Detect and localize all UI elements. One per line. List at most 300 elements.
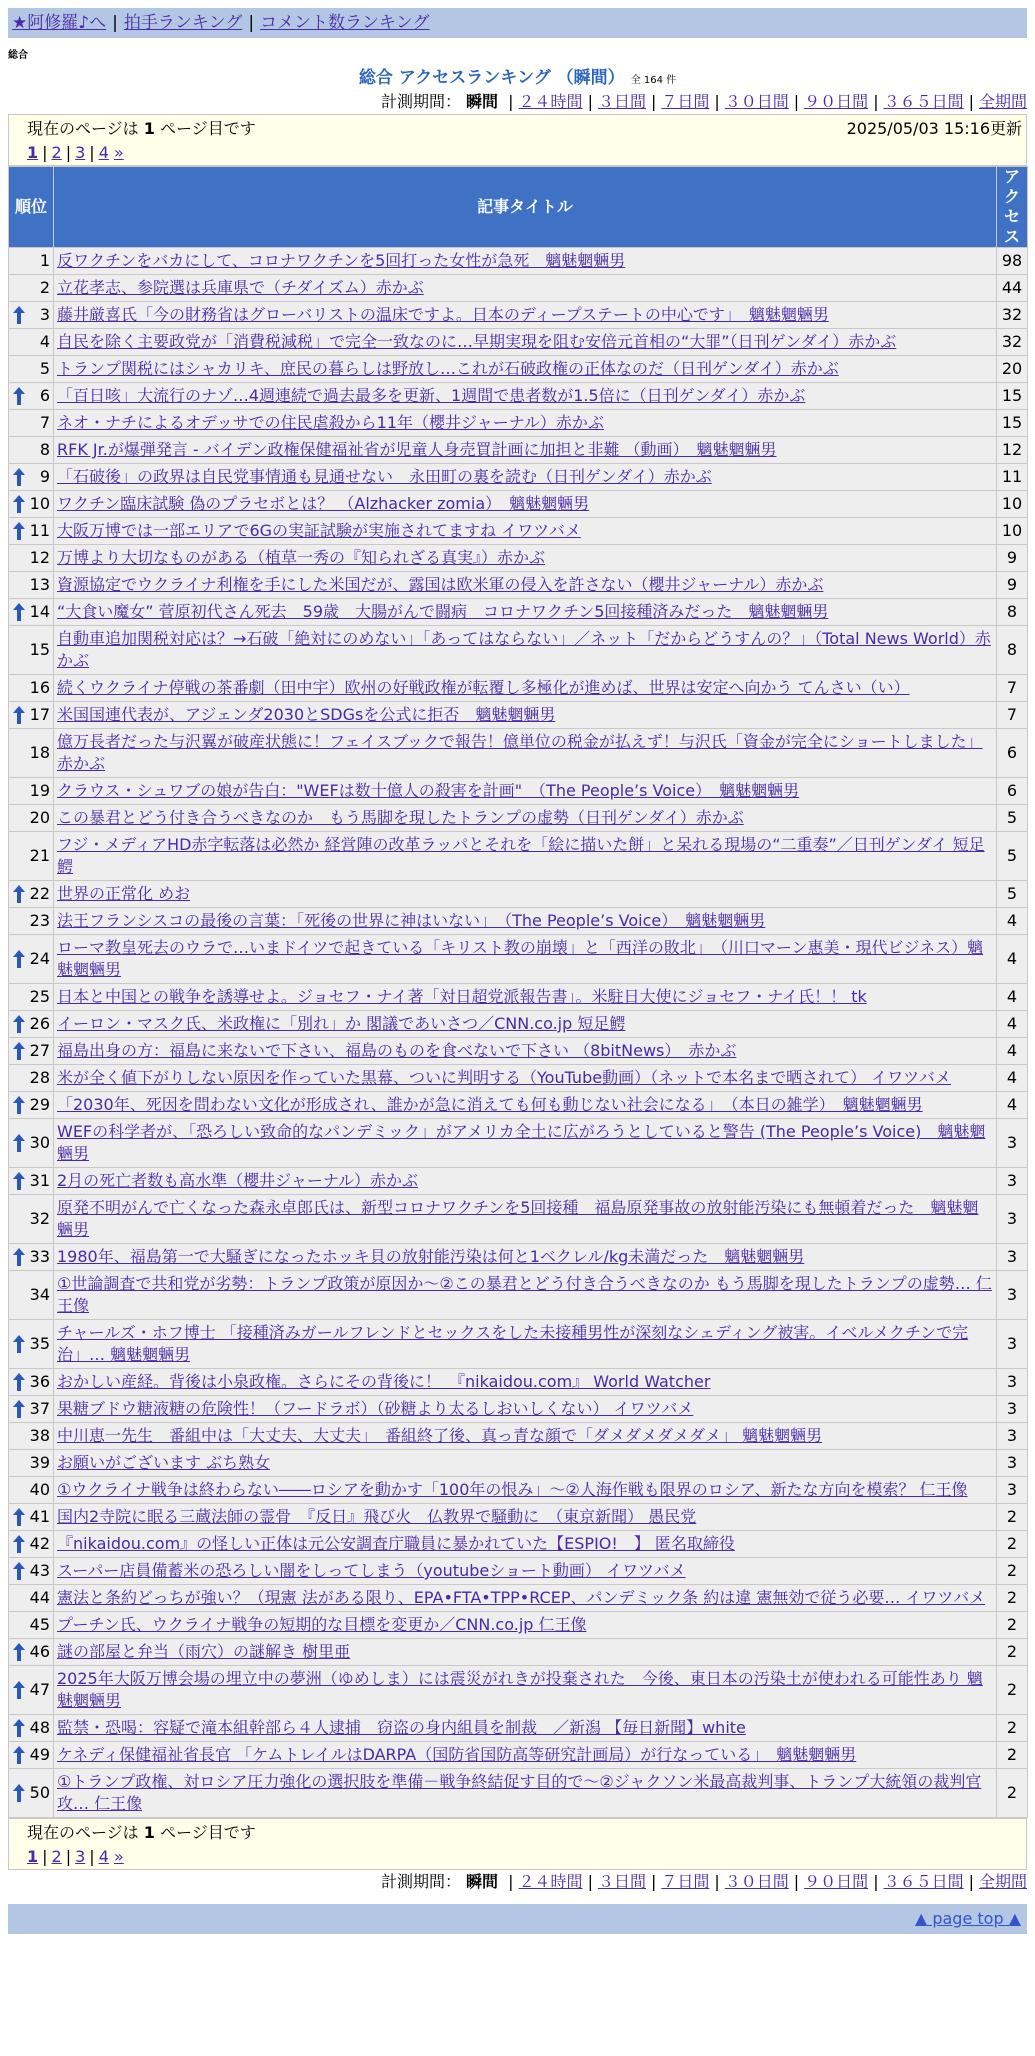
rank-up-arrow-icon [13,603,25,621]
rank-number: 17 [29,705,50,724]
title-cell [54,1320,997,1369]
page-top-link[interactable]: ▲ page top ▲ [914,1909,1021,1928]
access-count: 98 [997,248,1028,275]
rank-number: 28 [29,1068,50,1087]
table-row [9,545,1028,572]
article-link[interactable]: 1980年、福島第一で大騒ぎになったホッキ貝の放射能汚染は何と1ベクレル/kg未満だった 魑魅魍魎男 [57,1247,805,1266]
title-cell [54,1119,997,1168]
rank-cell [9,1504,54,1531]
ranking-table [8,166,1028,1818]
home-link[interactable]: ★阿修羅♪へ [12,13,107,33]
title-cell [54,908,997,935]
access-count: 32 [997,302,1028,329]
article-link[interactable]: 資源協定でウクライナ利権を手にした米国だが、露国は欧米軍の侵入を許さない（櫻井ジャーナル）赤かぶ [57,575,824,594]
rank-up-arrow-icon [13,1746,25,1764]
article-link[interactable]: 2025年大阪万博会場の埋立中の夢洲（ゆめしま）には震災がれきが投棄された 今後、東日本の汚染土が使われる可能性あり 魑魅魍魎男 [57,1669,983,1710]
rank-cell [9,410,54,437]
title-cell [54,729,997,778]
article-link[interactable]: 謎の部屋と弁当（雨穴）の謎解き 樹里亜 [57,1642,351,1661]
title-cell [54,1742,997,1769]
next-page-link[interactable]: » [113,1847,124,1866]
article-link[interactable]: 自動車追加関税対応は？→石破「絶対にのめない」「あってはならない」／ネット「だからどうすんの？」（Total News World）赤かぶ [57,629,991,670]
rank-number: 38 [29,1426,50,1445]
rank-up-arrow-icon [13,387,25,405]
article-link[interactable]: この暴君とどう付き合うべきなのか もう馬脚を現したトランプの虚勢（日刊ゲンダイ）赤かぶ [57,808,744,827]
rank-number: 27 [29,1041,50,1060]
access-count: 3 [997,1271,1028,1320]
access-count: 12 [997,437,1028,464]
period-links [503,1872,1027,1891]
article-link[interactable]: フジ・メディアHD赤字転落は必然か 経営陣の改革ラッパとそれを「絵に描いた餅」と呆れる現場の“二重奏”／日刊ゲンダイ 短足鰐 [57,835,985,876]
title-cell [54,1423,997,1450]
article-link[interactable]: ローマ教皇死去のウラで…いまドイツで起きている「キリスト教の崩壊」と「西洋の敗北」 （川口マーン惠美・現代ビジネス）魑魅魍魎男 [57,938,984,979]
article-link[interactable]: 米国国連代表が、アジェンダ2030とSDGsを公式に拒否 魑魅魍魎男 [57,705,556,724]
period-separator: | [650,92,657,111]
table-row [9,1639,1028,1666]
rank-up-arrow-icon [13,306,25,324]
top-nav-bar [8,8,1027,38]
rank-number: 11 [29,521,50,540]
rank-number: 49 [29,1745,50,1764]
access-count: 2 [997,1742,1028,1769]
access-count: 5 [997,805,1028,832]
period-label: 計測期間： [380,1872,461,1891]
table-row [9,1195,1028,1244]
article-link[interactable]: 福島出身の方：福島に来ないで下さい、福島のものを食べないで下さい （8bitNews） 赤かぶ [57,1041,737,1060]
title-cell [54,1244,997,1271]
rank-up-arrow-icon [13,468,25,486]
period-link[interactable]: ７日間 [661,1872,710,1891]
article-link[interactable]: 中川恵一先生 番組中は「大丈夫、大丈夫」 番組終了後、真っ青な顔で「ダメダメダメダメ」 魑魅魍魎男 [57,1426,823,1445]
title-cell [54,572,997,599]
article-link[interactable]: RFK Jr.が爆弾発言 - バイデン政権保健福祉省が児童人身売買計画に加担と非難 （動画） 魑魅魍魎男 [57,440,777,459]
rank-cell [9,464,54,491]
access-count: 11 [997,464,1028,491]
page-info-box-bottom [8,1818,1027,1870]
title-cell [54,356,997,383]
period-separator: | [650,1872,657,1891]
period-label: 計測期間： [380,92,461,111]
rank-number: 45 [29,1615,50,1634]
rank-cell [9,1244,54,1271]
table-row [9,1423,1028,1450]
access-count: 8 [997,599,1028,626]
access-count: 5 [997,832,1028,881]
article-link[interactable]: お願いがございます ぶち熟女 [57,1453,271,1472]
rank-number: 30 [29,1133,50,1152]
title-cell [54,1195,997,1244]
period-separator: | [968,92,974,111]
article-link[interactable]: プーチン氏、ウクライナ戦争の短期的な目標を変更か／CNN.co.jp 仁王像 [57,1615,587,1634]
period-link[interactable]: ２４時間 [518,92,583,111]
period-link[interactable]: ３６５日間 [883,1872,964,1891]
title-cell [54,1396,997,1423]
rank-number: 4 [39,332,50,351]
title-cell [54,1477,997,1504]
rank-up-arrow-icon [13,1562,25,1580]
title-cell [54,1092,997,1119]
rank-number: 29 [29,1095,50,1114]
table-row [9,935,1028,984]
period-link[interactable]: ２４時間 [518,1872,583,1891]
access-count: 4 [997,908,1028,935]
rank-cell [9,626,54,675]
article-link[interactable]: イーロン・マスク氏、米政権に「別れ」か 閣議であいさつ／CNN.co.jp 短足鰐 [57,1014,626,1033]
title-cell [54,1715,997,1742]
section-tag: 総合 [8,50,28,61]
rank-number: 3 [39,305,50,324]
article-link[interactable]: ケネディ保健福祉省長官 「ケムトレイルはDARPA（国防省国防高等研究計画局）が行なっている」 魑魅魍魎男 [57,1745,857,1764]
next-page-link[interactable]: » [113,143,124,162]
title-cell [54,302,997,329]
rank-number: 6 [39,386,50,405]
clap-ranking-link[interactable]: 拍手ランキング [123,13,243,33]
access-count: 3 [997,1423,1028,1450]
rank-up-arrow-icon [13,1535,25,1553]
article-link[interactable]: おかしい産経。背後は小泉政権。さらにその背後に！ 『nikaidou.com』 World Watcher [57,1372,711,1391]
rank-up-arrow-icon [13,1134,25,1152]
rank-up-arrow-icon [13,522,25,540]
pagination [27,141,1020,165]
rank-cell [9,572,54,599]
table-row [9,1769,1028,1818]
rank-cell [9,248,54,275]
rank-number: 36 [29,1372,50,1391]
rank-cell [9,545,54,572]
period-separator: | [587,1872,593,1891]
rank-up-arrow-icon [13,1400,25,1418]
period-link[interactable]: ３日間 [597,1872,646,1891]
rank-up-arrow-icon [13,1335,25,1353]
table-row [9,1450,1028,1477]
table-row [9,302,1028,329]
ranking-body [9,248,1028,1818]
article-link[interactable]: 「百日咳」大流行のナゾ…4週連続で過去最多を更新、1週間で患者数が1.5倍に（日刊ゲンダイ）赤かぶ [57,386,806,405]
article-link[interactable]: 反ワクチンをバカにして、コロナワクチンを5回打った女性が急死 魑魅魍魎男 [57,251,626,270]
rank-cell [9,383,54,410]
article-link[interactable]: ①世論調査で共和党が劣勢：トランプ政策が原因か～②この暴君とどう付き合うべきなのか もう馬脚を現したトランプの虚勢… 仁王像 [57,1274,992,1315]
title-cell [54,329,997,356]
rank-cell [9,1369,54,1396]
article-link[interactable]: 藤井厳喜氏「今の財務省はグローバリストの温床ですよ。日本のディープステートの中心です」 魑魅魍魎男 [57,305,829,324]
article-link[interactable]: 2月の死亡者数も高水準（櫻井ジャーナル）赤かぶ [57,1171,419,1190]
table-row [9,491,1028,518]
article-link[interactable]: 法王フランシスコの最後の言葉：「死後の世界に神はいない」 （The People’s Voice） 魑魅魍魎男 [57,911,766,930]
period-link[interactable]: ３０日間 [724,1872,789,1891]
table-row [9,805,1028,832]
access-count: 44 [997,275,1028,302]
article-link[interactable]: 日本と中国との戦争を誘導せよ。ジョセフ・ナイ著「対日超党派報告書」。米駐日大使にジョセフ・ナイ氏！！ tk [57,987,867,1006]
article-link[interactable]: ネオ・ナチによるオデッサでの住民虐殺から11年（櫻井ジャーナル）赤かぶ [57,413,604,432]
article-link[interactable]: 「2030年、死因を問わない文化が形成され、誰かが急に消えても何も動じない社会になる」 （本日の雑学） 魑魅魍魎男 [57,1095,923,1114]
footer-bar [8,1904,1027,1934]
access-count: 4 [997,1065,1028,1092]
rank-cell [9,984,54,1011]
period-link[interactable]: ９０日間 [804,92,869,111]
access-count: 4 [997,984,1028,1011]
article-link[interactable]: 「石破後」の政界は自民党事情通も見通せない 永田町の裏を読む（日刊ゲンダイ）赤かぶ [57,467,712,486]
title-cell [54,1450,997,1477]
rank-number: 9 [39,467,50,486]
title-cell [54,1011,997,1038]
article-link[interactable]: クラウス・シュワブの娘が告白："WEFは数十億人の殺害を計画" （The People’s Voice） 魑魅魍魎男 [57,781,800,800]
rank-cell [9,1423,54,1450]
period-separator: | [793,1872,800,1891]
rank-cell [9,1477,54,1504]
page-link[interactable]: 2 [51,1847,62,1866]
rank-cell [9,1168,54,1195]
page-link[interactable]: 4 [98,1847,109,1866]
table-row [9,832,1028,881]
table-row [9,1531,1028,1558]
access-count: 10 [997,491,1028,518]
rank-number: 12 [29,548,50,567]
title-cell [54,464,997,491]
table-row [9,908,1028,935]
access-count: 2 [997,1769,1028,1818]
period-separator: | [508,1872,514,1891]
updated-timestamp: 2025/05/03 15:16更新 [846,119,1022,138]
article-link[interactable]: 自民を除く主要政党が「消費税減税」で完全一致なのに…早期実現を阻む安倍元首相の“大罪”（日刊ゲンダイ）赤かぶ [57,332,897,351]
access-count: 4 [997,1011,1028,1038]
current-page-text: 現在のページは 1 ページ目です [27,119,256,138]
title-cell [54,437,997,464]
article-link[interactable]: 米が全く値下がりしない原因を作っていた黒幕、ついに判明する（YouTube動画）（ネットで本名まで晒されて） イワツバメ [57,1068,951,1087]
rank-cell [9,778,54,805]
article-link[interactable]: 原発不明がんで亡くなった森永卓郎氏は、新型コロナワクチンを5回接種 福島原発事故の放射能汚染にも無頓着だった 魑魅魍魎男 [57,1198,979,1239]
period-separator: | [714,92,720,111]
comment-ranking-link[interactable]: コメント数ランキング [260,13,430,33]
access-count: 3 [997,1396,1028,1423]
rank-up-arrow-icon [13,706,25,724]
rank-up-arrow-icon [13,1784,25,1802]
table-row [9,1504,1028,1531]
rank-up-arrow-icon [13,1373,25,1391]
rank-cell [9,1612,54,1639]
article-link[interactable]: 国内2寺院に眠る三蔵法師の霊骨 『反日』飛び火 仏教界で騒動に （東京新聞） 愚民党 [57,1507,697,1526]
rank-cell [9,675,54,702]
period-link[interactable]: ３日間 [597,92,646,111]
article-link[interactable]: ①ウクライナ戦争は終わらない――ロシアを動かす「100年の恨み」～②人海作戦も限界のロシア、新たな方向を模索？ 仁王像 [57,1480,968,1499]
table-row [9,1585,1028,1612]
article-link[interactable]: トランプ関税にはシャカリキ、庶民の暮らしは野放し…これが石破政権の正体なのだ（日刊ゲンダイ）赤かぶ [57,359,839,378]
access-count: 3 [997,1168,1028,1195]
page-info-box-top [8,114,1027,166]
rank-cell [9,1639,54,1666]
article-link[interactable]: 大阪万博では一部エリアで6Gの実証試験が実施されてますね イワツバメ [57,521,581,540]
rank-up-arrow-icon [13,885,25,903]
period-link[interactable]: ３６５日間 [883,92,964,111]
period-link[interactable]: 全期間 [978,92,1027,111]
article-link[interactable]: WEFの科学者が、「恐ろしい致命的なパンデミック」がアメリカ全土に広がろうとしていると警告 (The People’s Voice) 魑魅魍魎男 [57,1122,986,1163]
table-row [9,437,1028,464]
period-separator: | [873,92,879,111]
article-link[interactable]: 憲法と条約どっちが強い？（現憲 法がある限り、EPA•FTA•TPP•RCEP、パンデミック条 約は違 憲無効で従う必要… イワツバメ [57,1588,986,1607]
article-link[interactable]: ①トランプ政権、対ロシア圧力強化の選択肢を準備－戦争終結促す目的で～②ジャクソン米最高裁判事、トランプ大統領の裁判官攻… 仁王像 [57,1772,982,1813]
rank-cell [9,275,54,302]
period-separator: | [508,92,514,111]
article-link[interactable]: 『nikaidou.com』の怪しい正体は元公安調査庁職員に暴かれていた【ESPIO! 】 匿名取締役 [57,1534,735,1553]
table-row [9,984,1028,1011]
period-link[interactable]: 全期間 [978,1872,1027,1891]
rank-cell [9,1320,54,1369]
rank-cell [9,518,54,545]
article-link[interactable]: スーパー店員備蓄米の恐ろしい闇をしってしまう（youtubeショート動画） イワツバメ [57,1561,686,1580]
pager-separator: | [89,143,95,162]
table-row [9,729,1028,778]
pager-separator: | [65,1847,72,1866]
table-header-row [9,167,1028,248]
rank-cell [9,1195,54,1244]
period-link[interactable]: ３０日間 [724,92,789,111]
page-link[interactable]: 2 [51,143,62,162]
title-cell [54,491,997,518]
pager-separator: | [42,143,48,162]
access-count: 7 [997,675,1028,702]
access-count: 3 [997,1450,1028,1477]
rank-up-arrow-icon [13,1042,25,1060]
access-count: 2 [997,1504,1028,1531]
rank-cell [9,1742,54,1769]
rank-up-arrow-icon [13,495,25,513]
table-row [9,1320,1028,1369]
period-separator: | [714,1872,720,1891]
rank-number: 2 [39,278,50,297]
title-cell [54,1585,997,1612]
article-link[interactable]: 果糖ブドウ糖液糖の危険性！（フードラボ）（砂糖より太るしおいしくない） イワツバメ [57,1399,694,1418]
rank-number: 5 [39,359,50,378]
rank-cell [9,1011,54,1038]
page-link[interactable]: 4 [98,143,109,162]
rank-cell [9,1271,54,1320]
rank-number: 47 [29,1680,50,1699]
table-row [9,572,1028,599]
rank-up-arrow-icon [13,1096,25,1114]
rank-number: 15 [29,640,50,659]
page-link-current[interactable]: 1 [27,143,39,162]
table-row [9,1369,1028,1396]
article-link[interactable]: “大食い魔女” 菅原初代さん死去 59歳 大腸がんで闘病 コロナワクチン5回接種済みだった 魑魅魍魎男 [57,602,829,621]
rank-cell [9,805,54,832]
table-row [9,1715,1028,1742]
period-link[interactable]: ９０日間 [804,1872,869,1891]
table-row [9,1092,1028,1119]
rank-number: 10 [29,494,50,513]
title-cell [54,518,997,545]
rank-up-arrow-icon [13,1015,25,1033]
rank-cell [9,702,54,729]
article-link[interactable]: 立花孝志、参院選は兵庫県で（チダイズム）赤かぶ [57,278,424,297]
access-count: 20 [997,356,1028,383]
title-cell [54,1558,997,1585]
table-row [9,1612,1028,1639]
access-count: 3 [997,1477,1028,1504]
rank-number: 1 [39,251,50,270]
table-row [9,1271,1028,1320]
table-row [9,1742,1028,1769]
table-row [9,1558,1028,1585]
page-title: 総合 アクセスランキング （瞬間） [358,68,625,88]
access-count: 2 [997,1558,1028,1585]
table-row [9,1038,1028,1065]
period-selector-bottom [8,1870,1027,1894]
page-link[interactable]: 3 [75,143,86,162]
rank-cell [9,1038,54,1065]
article-link[interactable]: 億万長者だった与沢翼が破産状態に！フェイスブックで報告！億単位の税金が払えず！与沢氏「資金が完全にショートしました」赤かぶ [57,732,983,773]
nav-separator: | [248,13,255,33]
table-row [9,518,1028,545]
rank-cell [9,881,54,908]
access-count: 2 [997,1585,1028,1612]
rank-cell [9,729,54,778]
page-link[interactable]: 3 [75,1847,86,1866]
rank-number: 23 [29,911,50,930]
rank-cell [9,1065,54,1092]
title-cell [54,1369,997,1396]
page-link-current[interactable]: 1 [27,1847,39,1866]
title-cell [54,1271,997,1320]
table-row [9,248,1028,275]
rank-cell [9,1585,54,1612]
access-count: 10 [997,518,1028,545]
rank-number: 40 [29,1480,50,1499]
access-count: 9 [997,545,1028,572]
table-row [9,1011,1028,1038]
rank-cell [9,1666,54,1715]
rank-cell [9,1558,54,1585]
table-row [9,1244,1028,1271]
rank-cell [9,935,54,984]
access-count: 2 [997,1715,1028,1742]
access-count: 3 [997,1195,1028,1244]
period-selector-top [8,90,1027,114]
title-cell [54,626,997,675]
title-cell [54,383,997,410]
rank-number: 43 [29,1561,50,1580]
title-cell [54,881,997,908]
rank-number: 46 [29,1642,50,1661]
article-link[interactable]: 万博より大切なものがある（植草一秀の『知られざる真実』）赤かぶ [57,548,546,567]
article-link[interactable]: 監禁・恐喝：容疑で滝本組幹部ら４人逮捕 窃盗の身内組員を制裁 ／新潟 【毎日新聞】white [57,1718,746,1737]
period-link[interactable]: ７日間 [661,92,710,111]
pagination [27,1845,1020,1869]
rank-number: 39 [29,1453,50,1472]
rank-up-arrow-icon [13,1719,25,1737]
rank-number: 26 [29,1014,50,1033]
rank-number: 33 [29,1247,50,1266]
title-cell [54,984,997,1011]
rank-cell [9,491,54,518]
article-link[interactable]: ワクチン臨床試験 偽のプラセボとは？ （Alzhacker zomia） 魑魅魍魎男 [57,494,590,513]
table-row [9,1119,1028,1168]
article-link[interactable]: 続くウクライナ停戦の茶番劇（田中宇）欧州の好戦政権が転覆し多極化が進めば、世界は安定へ向かう てんさい（い） [57,678,910,697]
article-link[interactable]: チャールズ・ホフ博士 「接種済みガールフレンドとセックスをした未接種男性が深刻なシェディング被害。イベルメクチンで完治」… 魑魅魍魎男 [57,1323,969,1364]
rank-number: 44 [29,1588,50,1607]
rank-cell [9,329,54,356]
table-row [9,1396,1028,1423]
rank-number: 37 [29,1399,50,1418]
title-cell [54,702,997,729]
current-page-text: 現在のページは 1 ページ目です [27,1823,256,1842]
rank-number: 42 [29,1534,50,1553]
title-cell [54,1639,997,1666]
table-row [9,329,1028,356]
table-row [9,410,1028,437]
table-row [9,778,1028,805]
rank-up-arrow-icon [13,1681,25,1699]
article-link[interactable]: 世界の正常化 めお [57,884,191,903]
table-row [9,881,1028,908]
